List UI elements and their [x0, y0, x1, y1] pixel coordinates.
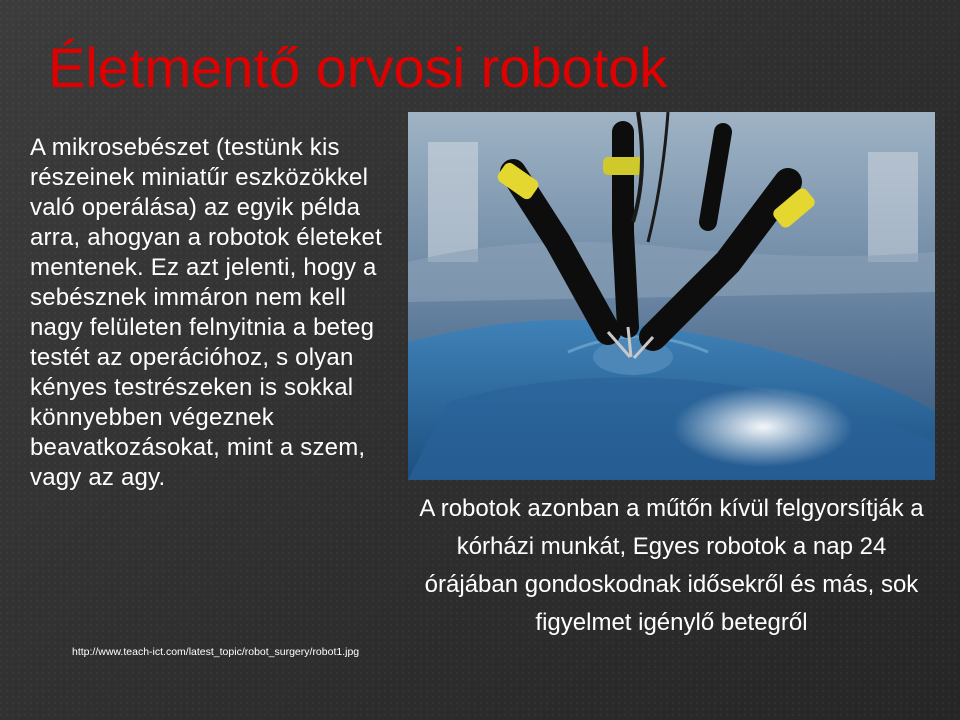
robot-caption: A robotok azonban a műtőn kívül felgyorsítják a kórházi munkát, Egyes robotok a nap 24 órájában gondoskodnak idősekről és más, sok figyelmet igénylő betegről: [419, 495, 924, 636]
surgical-robot-photo: [408, 112, 935, 480]
body-paragraph: A mikrosebészet (testünk kis részeinek miniatűr eszközökkel való operálása) az egyik példa arra, ahogyan a robotok életeket mentenek. Ez azt jelenti, hogy a sebésznek immáron nem kell nagy felületen felnyitnia a beteg testét az operációhoz, s olyan kényes testrészeken is sokkal könnyebben végeznek beavatkozásokat, mint a szem, vagy az agy.: [30, 134, 382, 491]
slide-title: Életmentő orvosi robotok: [48, 36, 668, 99]
image-source-url: http://www.teach-ict.com/latest_topic/robot_surgery/robot1.jpg: [72, 646, 360, 658]
